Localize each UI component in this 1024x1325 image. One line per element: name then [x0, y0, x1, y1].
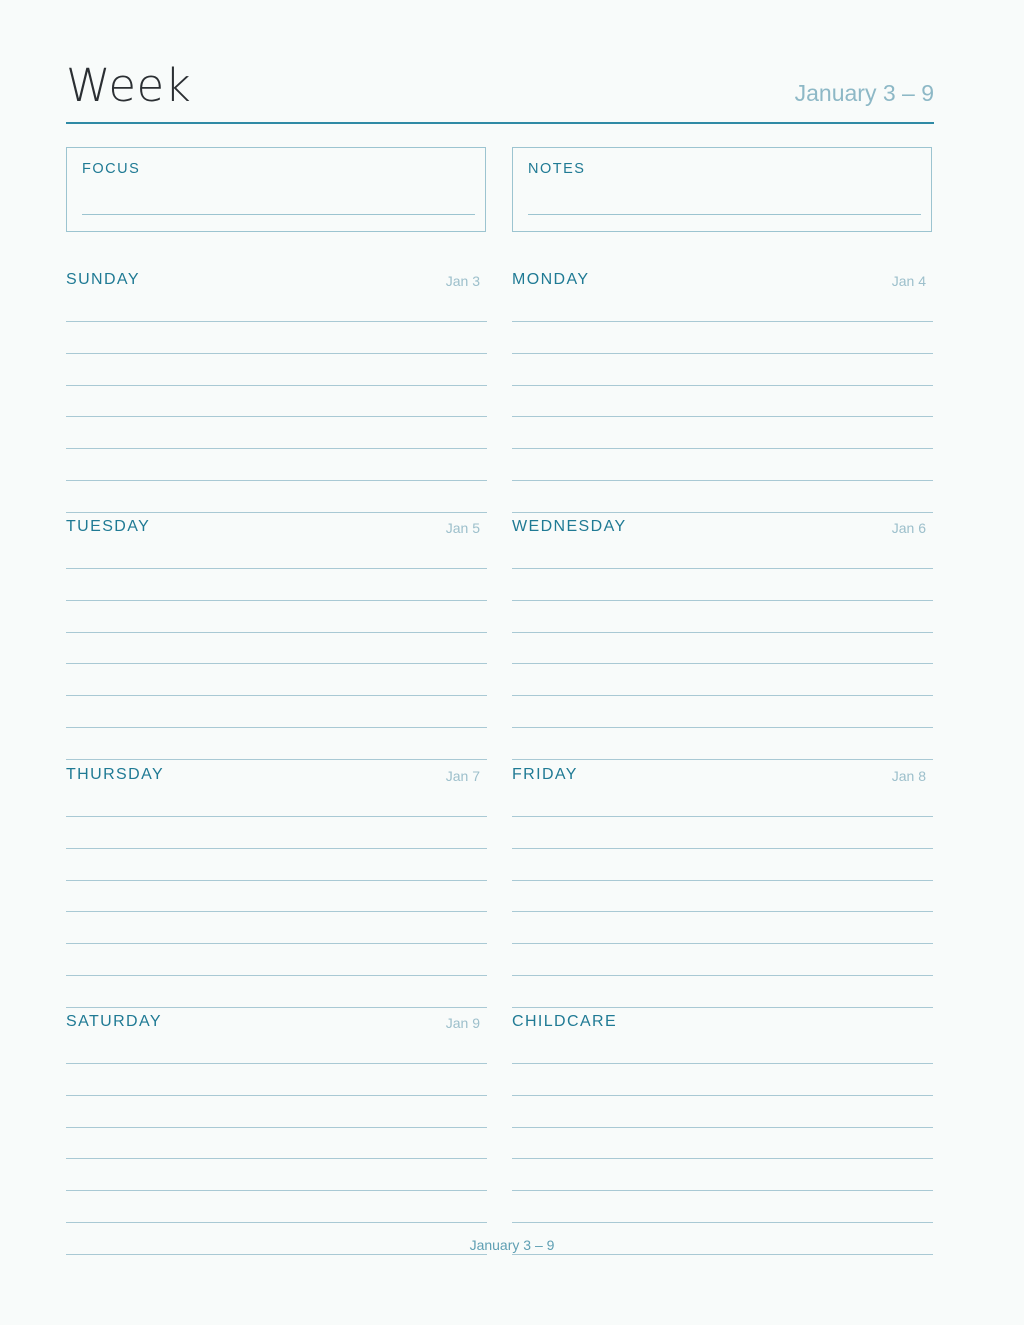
writing-line	[512, 632, 933, 633]
writing-line	[66, 568, 487, 569]
day-date: Jan 4	[891, 273, 926, 289]
writing-line	[66, 600, 487, 601]
writing-line	[66, 632, 487, 633]
writing-line	[512, 727, 933, 728]
writing-line	[512, 600, 933, 601]
writing-line	[512, 568, 933, 569]
writing-line	[66, 1222, 487, 1223]
writing-line	[66, 1063, 487, 1064]
day-date: Jan 6	[891, 520, 926, 536]
day-date: Jan 3	[445, 273, 480, 289]
writing-line	[66, 1007, 487, 1008]
focus-label: FOCUS	[82, 161, 141, 177]
page-title: Week	[66, 59, 192, 112]
writing-line	[66, 911, 487, 912]
writing-line	[66, 880, 487, 881]
writing-line	[512, 1222, 933, 1223]
writing-line	[512, 448, 933, 449]
writing-line	[512, 353, 933, 354]
writing-line	[512, 880, 933, 881]
notes-label: NOTES	[528, 161, 586, 177]
focus-writing-line	[82, 214, 475, 215]
day-date: Jan 7	[445, 768, 480, 784]
writing-line	[512, 759, 933, 760]
writing-line	[512, 512, 933, 513]
day-title: FRIDAY	[512, 766, 578, 783]
writing-line	[66, 321, 487, 322]
writing-line	[512, 321, 933, 322]
writing-line	[66, 448, 487, 449]
writing-line	[66, 385, 487, 386]
writing-line	[66, 975, 487, 976]
day-date: Jan 9	[445, 1015, 480, 1031]
writing-line	[66, 759, 487, 760]
day-date: Jan 8	[891, 768, 926, 784]
writing-line	[66, 353, 487, 354]
writing-line	[512, 1007, 933, 1008]
notes-writing-line	[528, 214, 921, 215]
writing-line	[66, 727, 487, 728]
writing-line	[512, 1127, 933, 1128]
writing-line	[66, 816, 487, 817]
writing-line	[512, 416, 933, 417]
writing-line	[512, 1190, 933, 1191]
footer-date-range: January 3 – 9	[469, 1237, 555, 1253]
day-title: SUNDAY	[66, 271, 140, 288]
writing-line	[66, 695, 487, 696]
footer-rule-right	[512, 1254, 933, 1255]
writing-line	[66, 416, 487, 417]
footer-rule-left	[66, 1254, 487, 1255]
header-divider	[66, 122, 934, 124]
week-date-range: January 3 – 9	[794, 80, 934, 106]
writing-line	[512, 816, 933, 817]
writing-line	[512, 385, 933, 386]
writing-line	[66, 1095, 487, 1096]
writing-line	[512, 663, 933, 664]
notes-box[interactable]	[512, 147, 932, 232]
writing-line	[66, 848, 487, 849]
writing-line	[66, 512, 487, 513]
writing-line	[512, 1158, 933, 1159]
writing-line	[512, 1095, 933, 1096]
writing-line	[512, 480, 933, 481]
writing-line	[512, 695, 933, 696]
writing-line	[512, 975, 933, 976]
writing-line	[512, 943, 933, 944]
day-title: THURSDAY	[66, 766, 165, 783]
writing-line	[66, 1190, 487, 1191]
day-title: WEDNESDAY	[512, 518, 627, 535]
day-title: MONDAY	[512, 271, 590, 288]
writing-line	[66, 1158, 487, 1159]
writing-line	[512, 848, 933, 849]
writing-line	[512, 1063, 933, 1064]
writing-line	[66, 943, 487, 944]
day-title: SATURDAY	[66, 1013, 162, 1030]
writing-line	[512, 911, 933, 912]
day-title: CHILDCARE	[512, 1013, 618, 1030]
writing-line	[66, 663, 487, 664]
day-title: TUESDAY	[66, 518, 151, 535]
writing-line	[66, 1127, 487, 1128]
day-date: Jan 5	[445, 520, 480, 536]
writing-line	[66, 480, 487, 481]
focus-box[interactable]	[66, 147, 486, 232]
